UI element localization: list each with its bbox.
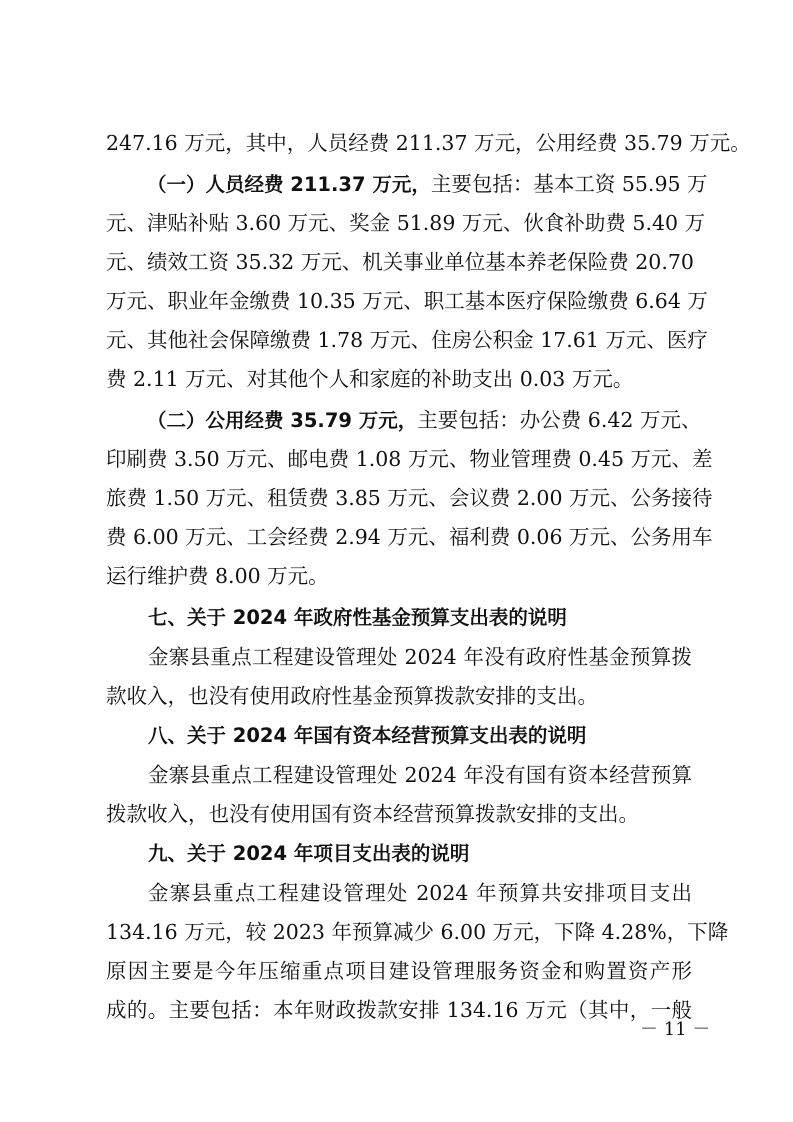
- paragraph-text: 主要包括：办公费 6.42 万元、: [417, 408, 702, 432]
- paragraph-line: 134.16 万元，较 2023 年预算减少 6.00 万元，下降 4.28%，下降: [106, 920, 729, 944]
- paragraph-line: 金寨县重点工程建设管理处 2024 年没有国有资本经营预算: [148, 763, 692, 787]
- paragraph-line: 原因主要是今年压缩重点项目建设管理服务资金和购置资产形: [106, 959, 692, 983]
- section-heading-9: 九、关于 2024 年项目支出表的说明: [148, 842, 470, 865]
- section-heading-7: 七、关于 2024 年政府性基金预算支出表的说明: [148, 606, 567, 629]
- paragraph-line: 费 2.11 万元、对其他个人和家庭的补助支出 0.03 万元。: [106, 367, 634, 391]
- section-heading-8: 八、关于 2024 年国有资本经营预算支出表的说明: [148, 724, 587, 747]
- paragraph-line: 旅费 1.50 万元、租赁费 3.85 万元、会议费 2.00 万元、公务接待: [106, 486, 713, 510]
- paragraph-line: 拨款收入，也没有使用国有资本经营预算拨款安排的支出。: [106, 802, 639, 826]
- paragraph-line: [106, 169, 708, 200]
- paragraph-line: 金寨县重点工程建设管理处 2024 年预算共安排项目支出: [148, 881, 692, 905]
- paragraph-line: 元、其他社会保障缴费 1.78 万元、住房公积金 17.61 万元、医疗: [106, 328, 708, 352]
- paragraph-line: 247.16 万元，其中，人员经费 211.37 万元，公用经费 35.79 万元。: [106, 131, 751, 155]
- paragraph-line: 元、津贴补贴 3.60 万元、奖金 51.89 万元、伙食补助费 5.40 万: [106, 211, 706, 235]
- paragraph-line: 金寨县重点工程建设管理处 2024 年没有政府性基金预算拨: [148, 645, 692, 669]
- paragraph-text: 主要包括：基本工资 55.95 万: [430, 172, 708, 196]
- personnel-expense-heading: （一）人员经费 211.37 万元，: [147, 173, 431, 196]
- paragraph-line: 费 6.00 万元、工会经费 2.94 万元、福利费 0.06 万元、公务用车: [106, 525, 713, 549]
- paragraph-line: 万元、职业年金缴费 10.35 万元、职工基本医疗保险缴费 6.64 万: [106, 289, 708, 313]
- paragraph-line: 款收入，也没有使用政府性基金预算拨款安排的支出。: [106, 684, 598, 708]
- paragraph-line: 印刷费 3.50 万元、邮电费 1.08 万元、物业管理费 0.45 万元、差: [106, 447, 713, 471]
- public-expense-heading: （二）公用经费 35.79 万元，: [147, 409, 418, 432]
- paragraph-line: 运行维护费 8.00 万元。: [106, 564, 329, 588]
- paragraph-line: [106, 405, 702, 436]
- page-number: － 11 －: [640, 1019, 711, 1040]
- paragraph-line: 元、绩效工资 35.32 万元、机关事业单位基本养老保险费 20.70: [106, 250, 694, 274]
- paragraph-line: 成的。主要包括：本年财政拨款安排 134.16 万元（其中，一般: [106, 998, 692, 1022]
